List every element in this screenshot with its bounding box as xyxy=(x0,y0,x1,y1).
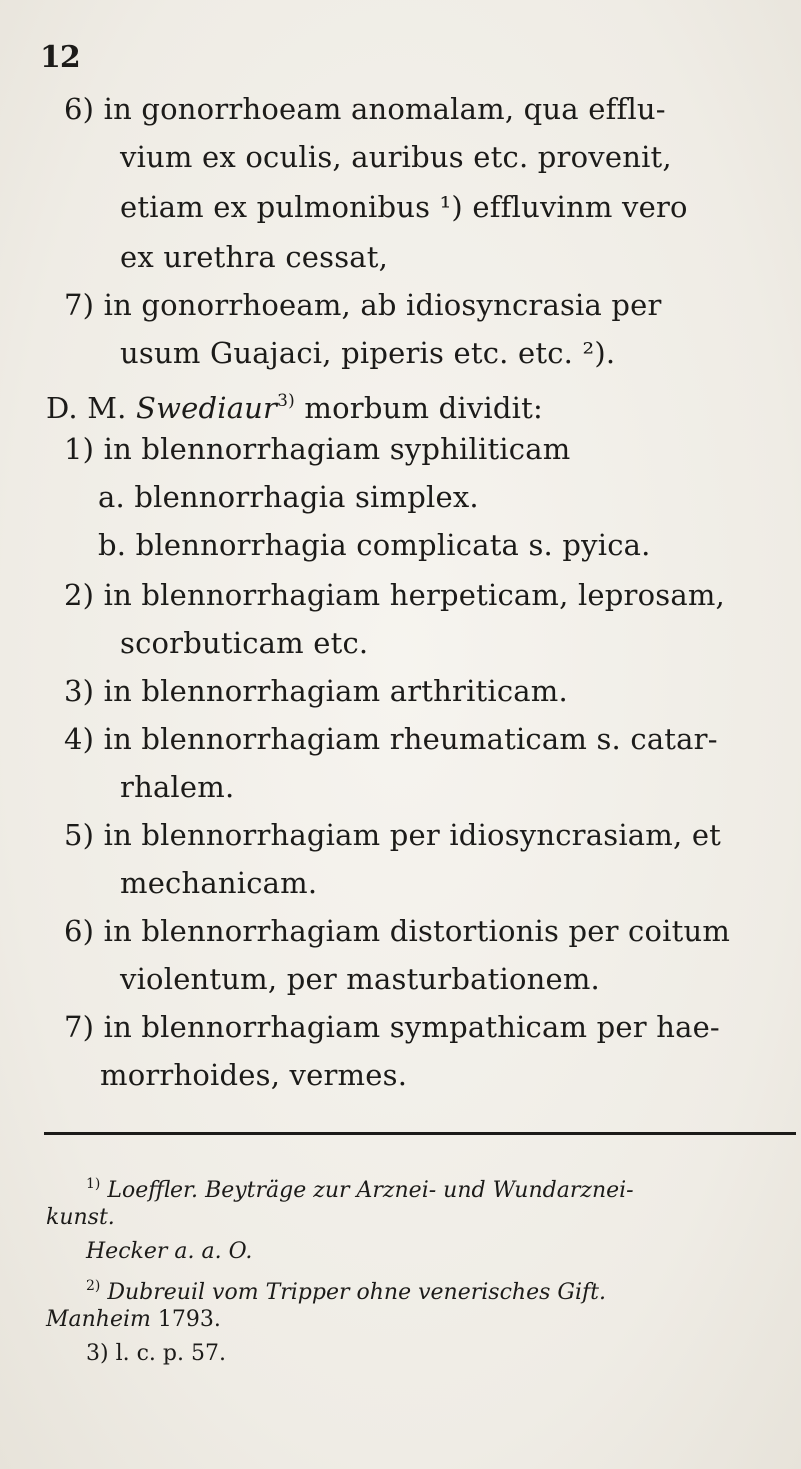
list-item xyxy=(120,770,234,804)
item-number: 5) xyxy=(64,818,95,852)
item-text: in gonorrhoeam anomalam, qua efflu- xyxy=(103,92,666,126)
item-text: in blennorrhagiam arthriticam. xyxy=(103,674,568,708)
item-text: in gonorrhoeam, ab idiosyncrasia per xyxy=(103,288,662,322)
list-item xyxy=(64,432,570,466)
item-text: in blennorrhagiam syphiliticam xyxy=(103,432,571,466)
intro-prefix: D. M. xyxy=(46,391,127,425)
item-number: 2) xyxy=(64,578,95,612)
list-item xyxy=(120,240,388,274)
footnote-1-cont: kunst. xyxy=(46,1205,115,1230)
footnote-2-cont xyxy=(46,1306,221,1334)
list-item xyxy=(100,1058,407,1092)
item-number: 7) xyxy=(64,288,95,322)
list-item xyxy=(64,818,721,852)
list-item xyxy=(120,140,672,174)
item-text: in blennorrhagiam rheumaticam s. catar- xyxy=(103,722,718,756)
item-number: 1) xyxy=(64,432,95,466)
author-name: Swediaur xyxy=(136,391,278,425)
section-intro xyxy=(46,384,543,425)
footnote-title: vom Tripper ohne venerisches Gift. xyxy=(212,1280,606,1305)
footnote-2 xyxy=(86,1272,606,1307)
item-text: in blennorrhagiam per idiosyncrasiam, et xyxy=(103,818,722,852)
footnote-ref: 2) xyxy=(86,1278,101,1294)
item-text: etiam ex pulmonibus ¹) effluvinm vero xyxy=(120,190,688,224)
item-text: mechanicam. xyxy=(120,866,318,900)
list-item xyxy=(120,626,368,660)
item-number: 6) xyxy=(64,92,95,126)
list-item xyxy=(120,190,688,224)
footnote-3: 3) l. c. p. 57. xyxy=(86,1341,226,1366)
footnote-divider xyxy=(44,1132,796,1135)
item-number: 3) xyxy=(64,674,95,708)
item-text: rhalem. xyxy=(120,770,235,804)
footnote-place: Manheim xyxy=(46,1307,151,1332)
item-text: a. blennorrhagia simplex. xyxy=(98,480,479,514)
list-item xyxy=(64,722,718,756)
footnote-ref: 3) xyxy=(277,391,295,411)
footnote-year: 1793. xyxy=(157,1307,221,1332)
item-text: violentum, per masturbationem. xyxy=(120,962,600,996)
item-text: vium ex oculis, auribus etc. provenit, xyxy=(120,140,672,174)
item-number: 7) xyxy=(64,1010,95,1044)
intro-text: morbum dividit: xyxy=(304,391,543,425)
item-text: in blennorrhagiam distortionis per coitum xyxy=(103,914,731,948)
page-number: 12 xyxy=(40,40,80,75)
item-text: in blennorrhagiam sympathicam per hae- xyxy=(103,1010,720,1044)
item-number: 4) xyxy=(64,722,95,756)
item-text: b. blennorrhagia complicata s. pyica. xyxy=(98,528,651,562)
list-item xyxy=(120,336,615,370)
list-item xyxy=(64,288,662,322)
footnote-ref: 1) xyxy=(86,1176,101,1192)
list-item xyxy=(98,480,479,514)
list-item xyxy=(64,914,730,948)
footnote-author: Loeffler. xyxy=(107,1178,199,1203)
item-text: morrhoides, vermes. xyxy=(100,1058,408,1092)
item-text: in blennorrhagiam herpeticam, leprosam, xyxy=(103,578,725,612)
list-item xyxy=(120,962,600,996)
item-text: scorbuticam etc. xyxy=(120,626,369,660)
list-item xyxy=(120,866,317,900)
item-text: ex urethra cessat, xyxy=(120,240,389,274)
list-item xyxy=(98,528,651,562)
footnote-title: Beyträge zur Arznei- und Wundarznei- xyxy=(205,1178,634,1203)
item-text: usum Guajaci, piperis etc. etc. ²). xyxy=(120,336,616,370)
item-number: 6) xyxy=(64,914,95,948)
footnote-author: Dubreuil xyxy=(107,1280,206,1305)
list-item xyxy=(64,578,725,612)
list-item xyxy=(64,92,666,126)
list-item xyxy=(64,674,568,708)
footnote-1 xyxy=(86,1170,634,1205)
list-item xyxy=(64,1010,720,1044)
footnote-1b: Hecker a. a. O. xyxy=(86,1239,253,1264)
